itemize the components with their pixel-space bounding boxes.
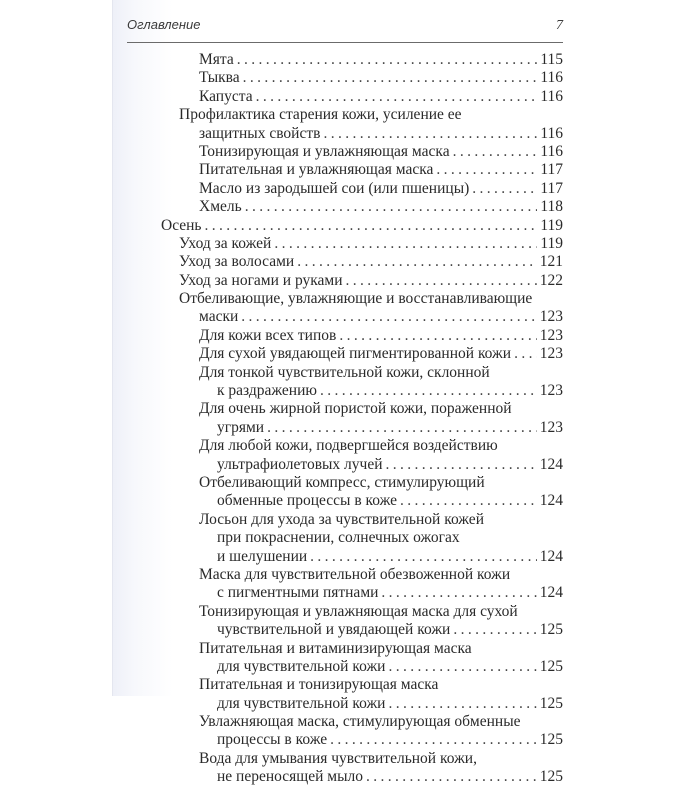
toc-entry-title: Профилактика старения кожи, усиление ее: [179, 106, 462, 124]
dot-leader: [320, 382, 537, 400]
toc-page-number: 117: [540, 161, 563, 179]
dot-leader: [366, 768, 537, 786]
toc-page-number: 122: [539, 271, 563, 289]
toc-entry-title: Отбеливающие, увлажняющие и восстанавливающие: [179, 290, 533, 308]
toc-entry: [113, 106, 563, 143]
dot-leader: [453, 143, 538, 161]
table-of-contents: [113, 51, 563, 787]
toc-page-number: 124: [539, 584, 563, 602]
toc-entry-line: [113, 713, 563, 731]
toc-entry-continuation: [113, 125, 563, 143]
toc-entry-title: Отбеливающий компресс, стимулирующий: [199, 473, 485, 491]
toc-entry-title: Тыква: [199, 69, 240, 87]
book-page: [112, 0, 593, 786]
toc-entry-title: к раздражению: [217, 382, 317, 400]
toc-entry-continuation: [113, 492, 563, 510]
toc-entry-title: для чувствительной кожи: [217, 694, 386, 712]
toc-page-number: 125: [539, 621, 563, 639]
toc-entry-title: Уход за волосами: [179, 253, 295, 271]
toc-entry-line: [113, 198, 563, 216]
toc-entry-title: Для очень жирной пористой кожи, пораженной: [199, 400, 512, 418]
toc-entry-line: [113, 143, 563, 161]
toc-entry-continuation: [113, 308, 563, 326]
toc-entry-title: Уход за кожей: [179, 234, 272, 252]
toc-entry: [113, 88, 563, 106]
dot-leader: [400, 492, 537, 510]
toc-entry-title: Маска для чувствительной обезвоженной кожи: [199, 565, 511, 583]
toc-entry-line: [113, 290, 563, 308]
toc-entry-line: [113, 88, 563, 106]
dot-leader: [241, 308, 536, 326]
toc-entry-continuation: [113, 768, 563, 786]
toc-page-number: 123: [539, 382, 563, 400]
toc-entry-continuation: [113, 456, 563, 474]
toc-entry: [113, 474, 563, 511]
toc-page-number: 119: [540, 234, 563, 252]
toc-entry: [113, 713, 563, 750]
toc-entry-title: Тонизирующая и увлажняющая маска для сухой: [199, 602, 518, 620]
toc-entry: [113, 750, 563, 787]
toc-entry: [113, 51, 563, 69]
toc-entry-title: Мята: [199, 51, 234, 68]
toc-entry-line: [113, 217, 563, 235]
toc-entry-line: [113, 161, 563, 179]
toc-entry-title: Питательная и витаминизирующая маска: [199, 639, 472, 657]
toc-page-number: 117: [540, 179, 563, 197]
toc-entry-title: не переносящей мыло: [217, 768, 363, 786]
toc-entry-title: Питательная и увлажняющая маска: [199, 161, 434, 179]
toc-entry-title: Для любой кожи, подвергшейся воздействию: [199, 437, 498, 455]
toc-entry-line: [113, 51, 563, 69]
toc-entry-line: [113, 474, 563, 492]
toc-entry: [113, 511, 563, 566]
toc-entry-title: процессы в коже: [217, 731, 328, 749]
toc-entry-title: Осень: [161, 216, 202, 234]
toc-entry-title: защитных свойств: [199, 124, 321, 142]
toc-entry-line: [113, 566, 563, 584]
toc-entry-line: [113, 180, 563, 198]
toc-page-number: 121: [539, 253, 563, 271]
toc-page-number: 125: [539, 657, 563, 675]
toc-entry-continuation: [113, 731, 563, 749]
toc-page-number: 116: [540, 142, 563, 160]
toc-entry-title: и шелушении: [217, 547, 308, 565]
toc-entry-line: [113, 750, 563, 768]
toc-entry: [113, 437, 563, 474]
toc-entry-line: [113, 69, 563, 87]
toc-entry-title: Вода для умывания чувствительной кожи,: [199, 749, 477, 767]
toc-entry: [113, 272, 563, 290]
toc-entry-title: обменные процессы в коже: [217, 492, 398, 510]
toc-entry: [113, 253, 563, 271]
dot-leader: [245, 198, 538, 216]
toc-entry-title: Уход за ногами и руками: [179, 271, 343, 289]
dot-leader: [237, 51, 538, 69]
toc-entry-title: Для кожи всех типов: [199, 326, 337, 344]
toc-entry-continuation: [113, 548, 563, 566]
toc-entry-line: [113, 106, 563, 124]
toc-entry-title: для чувствительной кожи: [217, 657, 386, 675]
toc-entry-line: [113, 603, 563, 621]
toc-page-number: 123: [539, 345, 563, 363]
dot-leader: [256, 88, 538, 106]
dot-leader: [310, 548, 537, 566]
toc-entry: [113, 676, 563, 713]
toc-entry: [113, 290, 563, 327]
toc-entry-title: маски: [199, 308, 239, 326]
toc-entry: [113, 364, 563, 401]
toc-entry: [113, 217, 563, 235]
toc-entry-title: угрями: [217, 418, 265, 436]
toc-entry-line: [113, 400, 563, 418]
toc-entry-title: Для сухой увядающей пигментированной кожи: [199, 345, 512, 363]
toc-entry-continuation: [113, 529, 563, 547]
dot-leader: [243, 69, 538, 87]
dot-leader: [330, 731, 537, 749]
toc-entry-continuation: [113, 419, 563, 437]
toc-entry-title: Лосьон для ухода за чувствительной кожей: [199, 510, 484, 528]
toc-entry-title: Тонизирующая и увлажняющая маска: [199, 142, 450, 160]
dot-leader: [339, 327, 536, 345]
toc-page-number: 123: [539, 326, 563, 344]
toc-entry: [113, 640, 563, 677]
toc-entry-continuation: [113, 695, 563, 713]
toc-entry: [113, 143, 563, 161]
toc-page-number: 115: [540, 51, 563, 68]
toc-page-number: 123: [539, 418, 563, 436]
toc-page-number: 118: [540, 198, 563, 216]
toc-page-number: 125: [539, 768, 563, 786]
toc-entry: [113, 235, 563, 253]
toc-entry: [113, 69, 563, 87]
toc-entry-title: чувствительной и увядающей кожи: [217, 621, 451, 639]
toc-page-number: 116: [540, 69, 563, 87]
dot-leader: [453, 621, 536, 639]
toc-entry: [113, 180, 563, 198]
toc-page-number: 125: [539, 694, 563, 712]
toc-entry: [113, 345, 563, 363]
toc-entry-title: Для тонкой чувствительной кожи, склонной: [199, 363, 490, 381]
toc-entry-title: Капуста: [199, 87, 253, 105]
toc-entry-line: [113, 235, 563, 253]
dot-leader: [381, 584, 536, 602]
toc-entry-title: Увлажняющая маска, стимулирующая обменные: [199, 713, 521, 731]
toc-entry-line: [113, 640, 563, 658]
dot-leader: [388, 658, 536, 676]
dot-leader: [388, 695, 536, 713]
toc-entry: [113, 603, 563, 640]
toc-entry-continuation: [113, 584, 563, 602]
page-number: 7: [556, 18, 563, 33]
dot-leader: [205, 217, 538, 235]
dot-leader: [297, 253, 537, 271]
toc-entry-title: ультрафиолетовых лучей: [217, 455, 383, 473]
dot-leader: [274, 235, 537, 253]
toc-entry-continuation: [113, 658, 563, 676]
toc-page-number: 116: [540, 124, 563, 142]
toc-entry-title: Масло из зародышей сои (или пшеницы): [199, 179, 470, 197]
toc-entry-continuation: [113, 382, 563, 400]
toc-entry-line: [113, 676, 563, 694]
dot-leader: [346, 272, 537, 290]
toc-entry-title: при покраснении, солнечных ожогах: [217, 529, 460, 547]
toc-entry-line: [113, 437, 563, 455]
dot-leader: [472, 180, 537, 198]
toc-entry: [113, 400, 563, 437]
toc-page-number: 119: [540, 216, 563, 234]
toc-entry-continuation: [113, 621, 563, 639]
toc-page-number: 116: [540, 87, 563, 105]
toc-entry-line: [113, 272, 563, 290]
toc-page-number: 124: [539, 455, 563, 473]
toc-entry: [113, 327, 563, 345]
dot-leader: [267, 419, 537, 437]
dot-leader: [323, 125, 537, 143]
toc-entry-line: [113, 253, 563, 271]
toc-entry: [113, 198, 563, 216]
toc-entry-title: с пигментными пятнами: [217, 584, 379, 602]
dot-leader: [386, 456, 537, 474]
header-rule: [127, 42, 563, 43]
toc-page-number: 123: [539, 308, 563, 326]
toc-entry-line: [113, 364, 563, 382]
toc-entry-title: Хмель: [199, 198, 242, 216]
toc-entry-line: [113, 511, 563, 529]
toc-entry-title: Питательная и тонизирующая маска: [199, 676, 439, 694]
toc-page-number: 124: [539, 547, 563, 565]
dot-leader: [514, 345, 537, 363]
toc-entry-line: [113, 327, 563, 345]
running-header: [127, 17, 563, 34]
toc-page-number: 125: [539, 731, 563, 749]
running-header-title: Оглавление: [127, 17, 201, 32]
toc-entry: [113, 566, 563, 603]
toc-entry-line: [113, 345, 563, 363]
toc-page-number: 124: [539, 492, 563, 510]
toc-entry: [113, 161, 563, 179]
dot-leader: [436, 161, 537, 179]
